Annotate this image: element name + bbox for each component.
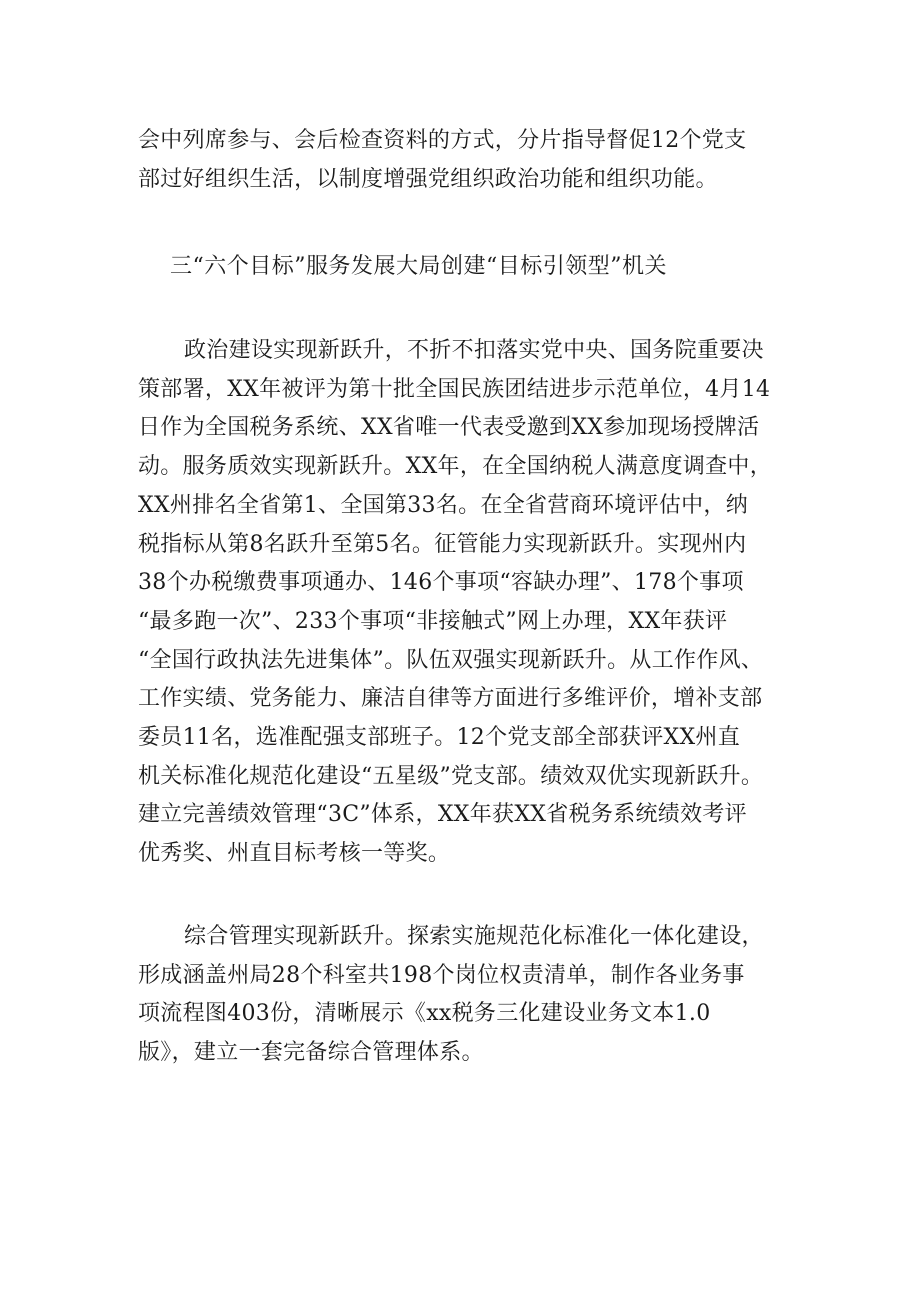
text-line: 形成涵盖州局28个科室共198个岗位权责清单，制作各业务事 xyxy=(138,962,745,988)
text-line: 部过好组织生活，以制度增强党组织政治功能和组织功能。 xyxy=(138,166,718,192)
paragraph-continuation xyxy=(138,122,798,199)
paragraph-political-construction xyxy=(138,332,798,874)
paragraph-comprehensive-management xyxy=(138,918,798,1073)
text-line: 税指标从第8名跃升至第5名。征管能力实现新跃升。实现州内 xyxy=(138,531,747,557)
text-line: 优秀奖、州直目标考核一等奖。 xyxy=(138,841,451,867)
text-line: 会中列席参与、会后检查资料的方式，分片指导督促12个党支 xyxy=(138,128,747,153)
text-line: 委员11名，选准配强支部班子。12个党支部全部获评XX州直 xyxy=(138,725,741,751)
text-line: XX州排名全省第1、全国第33名。在全省营商环境评估中，纳 xyxy=(138,492,749,518)
text-line: 38个办税缴费事项通办、146个事项“容缺办理”、178个事项 xyxy=(138,570,744,596)
text-line: “全国行政执法先进集体”。队伍双强实现新跃升。从工作作风、 xyxy=(138,647,764,673)
section-heading: 三“六个目标”服务发展大局创建“目标引领型”机关 xyxy=(170,254,667,279)
text-line: 综合管理实现新跃升。探索实施规范化标准化一体化建设， xyxy=(184,924,764,949)
text-line: 动。服务质效实现新跃升。XX年，在全国纳税人满意度调查中， xyxy=(138,454,773,480)
text-line: 机关标准化规范化建设“五星级”党支部。绩效双优实现新跃升。 xyxy=(138,763,764,789)
text-line: 日作为全国税务系统、XX省唯一代表受邀到XX参加现场授牌活 xyxy=(138,415,760,441)
text-line: 策部署，XX年被评为第十批全国民族团结进步示范单位，4月14 xyxy=(138,376,771,402)
text-line: 版》，建立一套完备综合管理体系。 xyxy=(138,1040,484,1066)
text-line: 工作实绩、党务能力、廉洁自律等方面进行多维评价，增补支部 xyxy=(138,686,763,712)
text-line: “最多跑一次”、233个事项“非接触式”网上办理，XX年获评 xyxy=(138,608,728,634)
text-line: 建立完善绩效管理“3C”体系，XX年获XX省税务系统绩效考评 xyxy=(138,802,747,828)
text-line: 政治建设实现新跃升，不折不扣落实党中央、国务院重要决 xyxy=(184,338,764,363)
text-line: 项流程图403份，清晰展示《xx税务三化建设业务文本1.0 xyxy=(138,1001,711,1027)
